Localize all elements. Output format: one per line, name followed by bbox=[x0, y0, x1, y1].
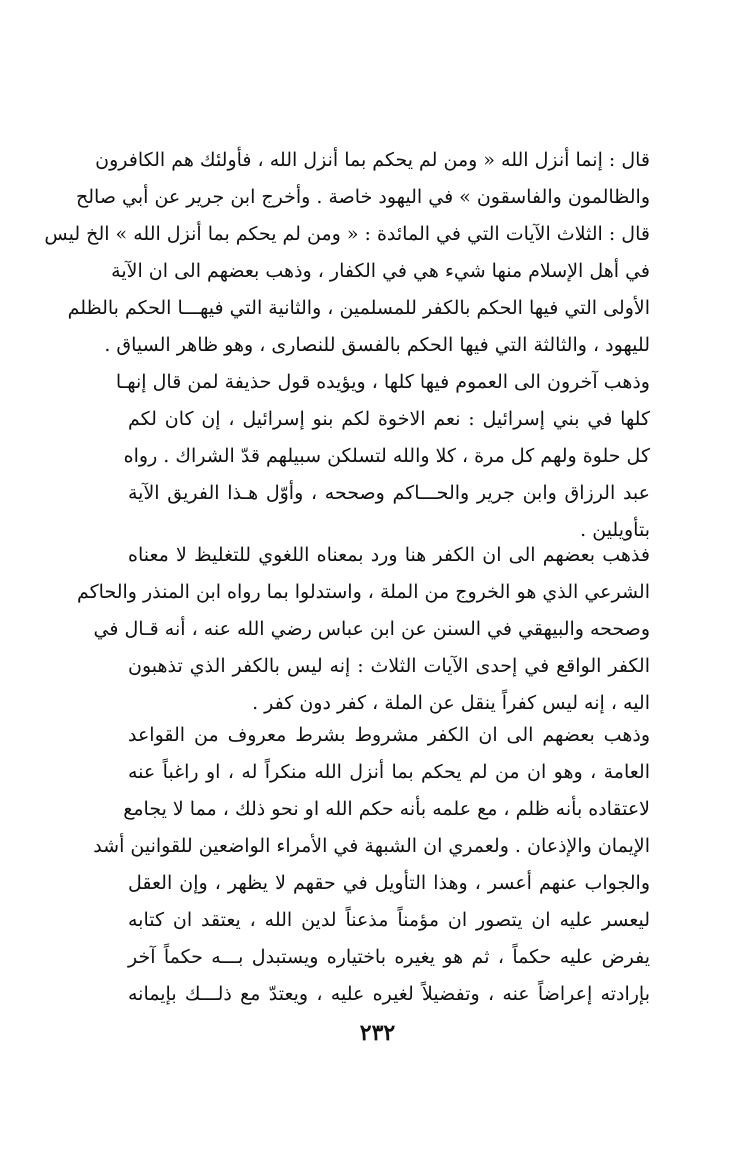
paragraph-3 bbox=[93, 717, 650, 1013]
text-line: الكفر الواقع في إحدى الآيات الثلاث : إنه ليس بالكفر الذي تذهبون bbox=[128, 655, 650, 677]
text-line: قال : إنما أنزل الله « ومن لم يحكم بما أنزل الله ، فأولئك هم الكافرون bbox=[95, 149, 650, 171]
text-line: في أهل الإسلام منها شيء هي في الكفار ، وذهب بعضهم الى ان الآية bbox=[111, 260, 650, 282]
text-line: كلها في بني إسرائيل : نعم الاخوة لكم بنو إسرائيل ، إن كان لكم bbox=[128, 408, 650, 430]
text-line: وذهب آخرون الى العموم فيها كلها ، ويؤيده قول حذيفة لمن قال إنهـا bbox=[115, 371, 650, 393]
text-line: فذهب بعضهم الى ان الكفر هنا ورد بمعناه اللغوي للتغليظ لا معناه bbox=[128, 544, 650, 566]
text-line: الإيمان والإذعان . ولعمري ان الشبهة في الأمراء الواضعين للقوانين أشد bbox=[93, 835, 650, 857]
text-line: العامة ، وهو ان من لم يحكم بما أنزل الله منكراً له ، او راغباً عنه bbox=[128, 761, 650, 783]
text-line: بإرادته إعراضاً عنه ، وتفضيلاً لغيره عليه ، ويعتدّ مع ذلـــك بإيمانه bbox=[128, 983, 650, 1005]
paragraph-2 bbox=[76, 537, 650, 722]
text-line: الأولى التي فيها الحكم بالكفر للمسلمين ، والثانية التي فيهـــا الحكم بالظلم bbox=[67, 297, 650, 319]
text-line: وذهب بعضهم الى ان الكفر مشروط بشرط معروف من القواعد bbox=[128, 724, 650, 746]
text-line: عبد الرزاق وابن جرير والحـــاكم وصححه ، وأوّل هـذا الفريق الآية bbox=[128, 482, 650, 504]
text-line: اليه ، إنه ليس كفراً ينقل عن الملة ، كفر دون كفر . bbox=[252, 692, 650, 714]
text-line: وصححه والبيهقي في السنن عن ابن عباس رضي الله عنه ، أنه قـال في bbox=[93, 618, 650, 640]
text-line: بتأويلين . bbox=[580, 519, 650, 541]
text-line: لاعتقاده بأنه ظلم ، مع علمه بأنه حكم الله او نحو ذلك ، مما لا يجامع bbox=[123, 798, 650, 820]
text-line: لليهود ، والثالثة التي فيها الحكم بالفسق للنصارى ، وهو ظاهر السياق . bbox=[104, 334, 650, 356]
page-number: ٢٣٢ bbox=[359, 1020, 396, 1046]
text-line: والظالمون والفاسقون » في اليهود خاصة . وأخرج ابن جرير عن أبي صالح bbox=[75, 186, 650, 208]
paragraph-1 bbox=[44, 142, 650, 549]
text-line: والجواب عنهم أعسر ، وهذا التأويل في حقهم لا يظهر ، وإن العقل bbox=[128, 872, 650, 894]
text-line: ليعسر عليه ان يتصور ان مؤمناً مذعناً لدين الله ، يعتقد ان كتابه bbox=[128, 909, 650, 931]
text-line: كل حلوة ولهم كل مرة ، كلا والله لتسلكن سبيلهم قدّ الشراك . رواه bbox=[123, 445, 650, 467]
text-line: يفرض عليه حكماً ، ثم هو يغيره باختياره ويستبدل بـــه حكماً آخر bbox=[128, 946, 650, 968]
text-line: الشرعي الذي هو الخروج من الملة ، واستدلوا بما رواه ابن المنذر والحاكم bbox=[76, 581, 650, 603]
text-line: قال : الثلاث الآيات التي في المائدة : « ومن لم يحكم بما أنزل الله » الخ ليس bbox=[44, 223, 650, 245]
